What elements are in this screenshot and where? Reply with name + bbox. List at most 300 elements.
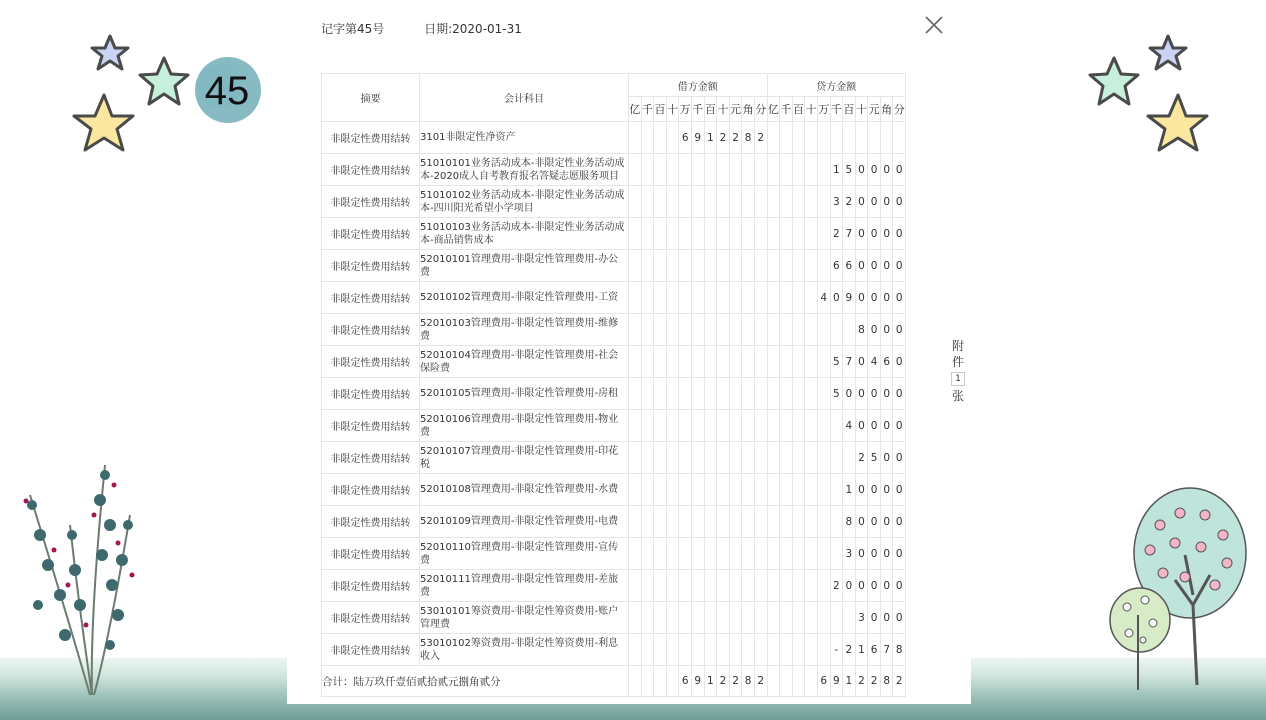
debit-digit-cell[interactable] [629,122,642,154]
debit-total-digit-cell[interactable] [629,666,642,697]
summary-cell[interactable]: 非限定性费用结转 [322,314,420,346]
credit-digit-cell[interactable]: 0 [855,154,868,186]
credit-digit-cell[interactable]: 0 [855,378,868,410]
credit-digit-cell[interactable]: 0 [868,282,881,314]
credit-digit-cell[interactable]: 6 [830,250,843,282]
account-cell[interactable]: 51010103业务活动成本-非限定性业务活动成本-商品销售成本 [420,218,629,250]
debit-digit-cell[interactable] [641,538,654,570]
debit-digit-cell[interactable] [679,538,692,570]
credit-digit-cell[interactable]: 2 [830,570,843,602]
debit-digit-cell[interactable] [729,346,742,378]
account-cell[interactable]: 3101非限定性净资产 [420,122,629,154]
credit-digit-cell[interactable] [780,218,793,250]
credit-digit-cell[interactable]: 0 [893,506,906,538]
credit-digit-cell[interactable]: 0 [868,506,881,538]
debit-total-digit-cell[interactable] [641,666,654,697]
credit-digit-cell[interactable] [817,570,830,602]
credit-digit-cell[interactable] [767,314,780,346]
debit-digit-cell[interactable] [717,474,730,506]
credit-digit-cell[interactable] [792,346,805,378]
debit-digit-cell[interactable] [629,218,642,250]
credit-digit-cell[interactable] [817,602,830,634]
debit-digit-cell[interactable] [754,250,767,282]
debit-digit-cell[interactable] [666,634,679,666]
credit-digit-cell[interactable]: 0 [893,250,906,282]
debit-digit-cell[interactable] [629,346,642,378]
debit-digit-cell[interactable] [729,602,742,634]
credit-digit-cell[interactable] [805,442,818,474]
credit-digit-cell[interactable]: 0 [893,410,906,442]
debit-digit-cell[interactable] [641,282,654,314]
credit-digit-cell[interactable]: 5 [830,378,843,410]
credit-total-digit-cell[interactable] [792,666,805,697]
debit-digit-cell[interactable] [717,506,730,538]
credit-digit-cell[interactable]: 6 [880,346,893,378]
credit-digit-cell[interactable]: 0 [855,218,868,250]
credit-digit-cell[interactable]: 0 [880,186,893,218]
credit-digit-cell[interactable] [767,154,780,186]
credit-digit-cell[interactable] [817,314,830,346]
debit-digit-cell[interactable] [666,314,679,346]
debit-digit-cell[interactable] [641,346,654,378]
credit-digit-cell[interactable]: 0 [893,186,906,218]
debit-digit-cell[interactable] [704,186,717,218]
credit-digit-cell[interactable]: 8 [855,314,868,346]
credit-digit-cell[interactable]: 0 [893,474,906,506]
credit-digit-cell[interactable]: 0 [855,570,868,602]
credit-digit-cell[interactable] [792,250,805,282]
credit-digit-cell[interactable] [792,506,805,538]
credit-digit-cell[interactable]: 7 [843,346,856,378]
debit-total-digit-cell[interactable] [654,666,667,697]
account-cell[interactable]: 52010101管理费用-非限定性管理费用-办公费 [420,250,629,282]
credit-digit-cell[interactable] [767,474,780,506]
credit-total-digit-cell[interactable] [805,666,818,697]
debit-digit-cell[interactable] [666,442,679,474]
debit-digit-cell[interactable] [691,282,704,314]
credit-digit-cell[interactable]: 0 [893,442,906,474]
credit-digit-cell[interactable] [805,474,818,506]
debit-digit-cell[interactable]: 2 [754,122,767,154]
debit-digit-cell[interactable] [754,442,767,474]
debit-digit-cell[interactable] [717,314,730,346]
credit-digit-cell[interactable] [780,570,793,602]
credit-total-digit-cell[interactable]: 2 [893,666,906,697]
credit-digit-cell[interactable] [767,538,780,570]
debit-digit-cell[interactable] [691,410,704,442]
credit-digit-cell[interactable] [792,218,805,250]
credit-digit-cell[interactable]: 0 [893,314,906,346]
credit-digit-cell[interactable]: 0 [868,602,881,634]
debit-digit-cell[interactable] [654,282,667,314]
debit-digit-cell[interactable] [666,346,679,378]
debit-digit-cell[interactable] [641,634,654,666]
debit-digit-cell[interactable] [729,538,742,570]
credit-digit-cell[interactable] [767,250,780,282]
credit-digit-cell[interactable] [830,602,843,634]
debit-digit-cell[interactable] [704,378,717,410]
credit-total-digit-cell[interactable] [767,666,780,697]
debit-digit-cell[interactable] [742,314,755,346]
credit-digit-cell[interactable] [792,538,805,570]
debit-digit-cell[interactable] [742,474,755,506]
debit-digit-cell[interactable]: 8 [742,122,755,154]
debit-digit-cell[interactable] [654,218,667,250]
debit-digit-cell[interactable] [729,378,742,410]
credit-total-digit-cell[interactable] [780,666,793,697]
debit-digit-cell[interactable] [754,538,767,570]
debit-digit-cell[interactable] [629,506,642,538]
credit-digit-cell[interactable] [780,506,793,538]
credit-digit-cell[interactable]: 0 [880,538,893,570]
debit-digit-cell[interactable] [754,634,767,666]
credit-digit-cell[interactable] [780,474,793,506]
credit-total-digit-cell[interactable]: 2 [855,666,868,697]
debit-digit-cell[interactable] [629,442,642,474]
summary-cell[interactable]: 非限定性费用结转 [322,186,420,218]
debit-total-digit-cell[interactable]: 1 [704,666,717,697]
debit-digit-cell[interactable] [654,154,667,186]
credit-digit-cell[interactable] [767,442,780,474]
debit-digit-cell[interactable] [717,218,730,250]
debit-digit-cell[interactable] [754,378,767,410]
debit-digit-cell[interactable] [742,346,755,378]
credit-digit-cell[interactable]: 0 [843,570,856,602]
debit-digit-cell[interactable] [754,154,767,186]
credit-digit-cell[interactable]: 0 [880,570,893,602]
debit-digit-cell[interactable] [679,442,692,474]
credit-digit-cell[interactable]: 0 [893,282,906,314]
debit-total-digit-cell[interactable]: 8 [742,666,755,697]
summary-cell[interactable]: 非限定性费用结转 [322,154,420,186]
summary-cell[interactable]: 非限定性费用结转 [322,570,420,602]
credit-digit-cell[interactable] [792,410,805,442]
credit-digit-cell[interactable] [792,154,805,186]
credit-digit-cell[interactable] [792,314,805,346]
credit-digit-cell[interactable] [792,122,805,154]
debit-digit-cell[interactable] [742,570,755,602]
credit-digit-cell[interactable] [855,122,868,154]
debit-digit-cell[interactable] [666,378,679,410]
debit-digit-cell[interactable]: 1 [704,122,717,154]
debit-digit-cell[interactable] [704,506,717,538]
debit-digit-cell[interactable] [654,570,667,602]
credit-digit-cell[interactable] [805,314,818,346]
debit-digit-cell[interactable] [679,506,692,538]
credit-digit-cell[interactable]: 4 [817,282,830,314]
debit-digit-cell[interactable] [717,250,730,282]
debit-digit-cell[interactable] [666,570,679,602]
credit-digit-cell[interactable] [792,474,805,506]
credit-digit-cell[interactable]: 3 [843,538,856,570]
credit-digit-cell[interactable]: 0 [855,186,868,218]
debit-digit-cell[interactable] [691,602,704,634]
credit-digit-cell[interactable]: 0 [893,154,906,186]
close-icon[interactable] [923,14,945,36]
debit-digit-cell[interactable] [704,570,717,602]
debit-digit-cell[interactable] [729,506,742,538]
credit-digit-cell[interactable]: 3 [855,602,868,634]
debit-digit-cell[interactable] [704,410,717,442]
debit-digit-cell[interactable] [691,378,704,410]
credit-digit-cell[interactable]: 0 [855,474,868,506]
credit-digit-cell[interactable] [805,538,818,570]
credit-digit-cell[interactable]: 0 [880,378,893,410]
debit-digit-cell[interactable] [629,602,642,634]
credit-digit-cell[interactable] [805,122,818,154]
credit-digit-cell[interactable]: 0 [868,154,881,186]
debit-digit-cell[interactable] [742,186,755,218]
debit-digit-cell[interactable]: 6 [679,122,692,154]
credit-digit-cell[interactable]: 4 [843,410,856,442]
account-cell[interactable]: 53010101筹资费用-非限定性筹资费用-账户管理费 [420,602,629,634]
debit-digit-cell[interactable] [641,442,654,474]
credit-digit-cell[interactable] [805,410,818,442]
credit-digit-cell[interactable]: 0 [893,378,906,410]
credit-digit-cell[interactable] [843,602,856,634]
debit-digit-cell[interactable] [629,474,642,506]
credit-digit-cell[interactable]: 0 [868,474,881,506]
debit-digit-cell[interactable] [666,154,679,186]
credit-digit-cell[interactable]: 2 [830,218,843,250]
credit-digit-cell[interactable] [805,634,818,666]
debit-digit-cell[interactable] [754,314,767,346]
credit-digit-cell[interactable] [830,442,843,474]
credit-digit-cell[interactable]: 0 [868,314,881,346]
debit-digit-cell[interactable] [704,634,717,666]
account-cell[interactable]: 52010104管理费用-非限定性管理费用-社会保险费 [420,346,629,378]
debit-digit-cell[interactable] [641,154,654,186]
credit-digit-cell[interactable] [805,250,818,282]
credit-digit-cell[interactable]: 0 [893,570,906,602]
debit-digit-cell[interactable] [691,250,704,282]
credit-digit-cell[interactable] [843,122,856,154]
credit-digit-cell[interactable] [830,314,843,346]
credit-digit-cell[interactable] [780,314,793,346]
credit-digit-cell[interactable] [767,218,780,250]
credit-digit-cell[interactable] [830,538,843,570]
debit-digit-cell[interactable] [729,634,742,666]
credit-digit-cell[interactable]: 0 [830,282,843,314]
debit-digit-cell[interactable] [691,634,704,666]
credit-digit-cell[interactable]: 0 [893,538,906,570]
debit-digit-cell[interactable] [754,346,767,378]
account-cell[interactable]: 51010101业务活动成本-非限定性业务活动成本-2020成人自考教育报名答疑志愿服务项目 [420,154,629,186]
credit-total-digit-cell[interactable]: 8 [880,666,893,697]
credit-digit-cell[interactable]: 0 [880,474,893,506]
credit-digit-cell[interactable] [792,186,805,218]
debit-digit-cell[interactable] [729,154,742,186]
credit-digit-cell[interactable] [805,602,818,634]
debit-digit-cell[interactable] [641,410,654,442]
debit-digit-cell[interactable] [742,538,755,570]
debit-digit-cell[interactable] [691,538,704,570]
debit-digit-cell[interactable] [679,634,692,666]
credit-digit-cell[interactable] [767,186,780,218]
credit-digit-cell[interactable] [780,538,793,570]
debit-digit-cell[interactable] [691,314,704,346]
debit-digit-cell[interactable] [654,122,667,154]
debit-digit-cell[interactable] [641,250,654,282]
debit-digit-cell[interactable] [666,410,679,442]
summary-cell[interactable]: 非限定性费用结转 [322,218,420,250]
credit-digit-cell[interactable] [830,410,843,442]
debit-digit-cell[interactable] [754,506,767,538]
credit-digit-cell[interactable] [780,442,793,474]
summary-cell[interactable]: 非限定性费用结转 [322,122,420,154]
debit-digit-cell[interactable] [654,410,667,442]
debit-digit-cell[interactable] [666,602,679,634]
credit-digit-cell[interactable] [780,346,793,378]
debit-digit-cell[interactable] [704,250,717,282]
debit-digit-cell[interactable] [691,346,704,378]
debit-digit-cell[interactable] [654,506,667,538]
account-cell[interactable]: 52010110管理费用-非限定性管理费用-宣传费 [420,538,629,570]
credit-digit-cell[interactable] [805,378,818,410]
debit-digit-cell[interactable] [691,154,704,186]
credit-digit-cell[interactable] [805,218,818,250]
debit-digit-cell[interactable] [679,218,692,250]
debit-digit-cell[interactable] [666,218,679,250]
debit-digit-cell[interactable] [754,570,767,602]
credit-digit-cell[interactable] [805,154,818,186]
debit-digit-cell[interactable] [691,570,704,602]
credit-digit-cell[interactable]: 1 [855,634,868,666]
credit-digit-cell[interactable] [792,634,805,666]
summary-cell[interactable]: 非限定性费用结转 [322,378,420,410]
debit-digit-cell[interactable] [729,570,742,602]
summary-cell[interactable]: 非限定性费用结转 [322,634,420,666]
credit-digit-cell[interactable] [767,410,780,442]
debit-digit-cell[interactable] [666,282,679,314]
credit-digit-cell[interactable]: 2 [843,186,856,218]
account-cell[interactable]: 51010102业务活动成本-非限定性业务活动成本-四川阳光希望小学项目 [420,186,629,218]
summary-cell[interactable]: 非限定性费用结转 [322,250,420,282]
debit-digit-cell[interactable] [729,442,742,474]
credit-digit-cell[interactable] [780,410,793,442]
debit-digit-cell[interactable]: 9 [691,122,704,154]
debit-digit-cell[interactable] [654,634,667,666]
debit-digit-cell[interactable] [729,218,742,250]
debit-digit-cell[interactable] [691,506,704,538]
summary-cell[interactable]: 非限定性费用结转 [322,506,420,538]
credit-digit-cell[interactable] [767,346,780,378]
debit-digit-cell[interactable] [742,410,755,442]
credit-digit-cell[interactable]: 1 [843,474,856,506]
credit-digit-cell[interactable]: 6 [868,634,881,666]
debit-total-digit-cell[interactable]: 2 [729,666,742,697]
account-cell[interactable]: 52010109管理费用-非限定性管理费用-电费 [420,506,629,538]
debit-digit-cell[interactable] [654,346,667,378]
account-cell[interactable]: 52010102管理费用-非限定性管理费用-工资 [420,282,629,314]
credit-digit-cell[interactable] [830,506,843,538]
credit-digit-cell[interactable] [805,570,818,602]
debit-digit-cell[interactable] [629,250,642,282]
debit-digit-cell[interactable] [704,282,717,314]
debit-digit-cell[interactable] [629,314,642,346]
credit-digit-cell[interactable]: 0 [880,154,893,186]
credit-digit-cell[interactable] [805,186,818,218]
credit-digit-cell[interactable] [817,218,830,250]
debit-digit-cell[interactable] [742,442,755,474]
credit-digit-cell[interactable]: 0 [880,250,893,282]
credit-digit-cell[interactable]: 4 [868,346,881,378]
debit-digit-cell[interactable] [704,218,717,250]
debit-digit-cell[interactable] [729,250,742,282]
debit-digit-cell[interactable] [679,602,692,634]
credit-digit-cell[interactable]: 8 [893,634,906,666]
debit-digit-cell[interactable] [717,186,730,218]
debit-digit-cell[interactable] [666,122,679,154]
credit-digit-cell[interactable]: 0 [893,602,906,634]
debit-digit-cell[interactable] [742,154,755,186]
debit-digit-cell[interactable] [754,474,767,506]
debit-digit-cell[interactable] [654,602,667,634]
credit-digit-cell[interactable] [792,602,805,634]
debit-digit-cell[interactable] [704,346,717,378]
debit-digit-cell[interactable] [742,634,755,666]
debit-digit-cell[interactable] [717,378,730,410]
credit-digit-cell[interactable] [817,506,830,538]
debit-digit-cell[interactable] [654,442,667,474]
debit-digit-cell[interactable] [629,186,642,218]
account-cell[interactable]: 52010111管理费用-非限定性管理费用-差旅费 [420,570,629,602]
credit-digit-cell[interactable]: 0 [868,186,881,218]
credit-digit-cell[interactable] [780,122,793,154]
debit-digit-cell[interactable] [629,570,642,602]
debit-digit-cell[interactable] [641,378,654,410]
credit-digit-cell[interactable] [767,634,780,666]
credit-digit-cell[interactable] [792,442,805,474]
summary-cell[interactable]: 非限定性费用结转 [322,410,420,442]
debit-digit-cell[interactable] [742,218,755,250]
account-cell[interactable]: 52010103管理费用-非限定性管理费用-维修费 [420,314,629,346]
debit-digit-cell[interactable] [679,154,692,186]
debit-digit-cell[interactable] [654,186,667,218]
credit-total-digit-cell[interactable]: 6 [817,666,830,697]
credit-digit-cell[interactable]: 6 [843,250,856,282]
debit-digit-cell[interactable] [742,282,755,314]
credit-digit-cell[interactable] [780,634,793,666]
credit-total-digit-cell[interactable]: 2 [868,666,881,697]
credit-digit-cell[interactable] [780,250,793,282]
attachment-count-value[interactable]: 1 [951,372,965,386]
debit-digit-cell[interactable] [679,378,692,410]
debit-digit-cell[interactable] [666,538,679,570]
account-cell[interactable]: 53010102筹资费用-非限定性筹资费用-利息收入 [420,634,629,666]
debit-digit-cell[interactable] [641,314,654,346]
credit-digit-cell[interactable] [767,506,780,538]
credit-digit-cell[interactable]: 0 [880,282,893,314]
credit-digit-cell[interactable] [780,282,793,314]
summary-cell[interactable]: 非限定性费用结转 [322,442,420,474]
credit-digit-cell[interactable] [843,442,856,474]
credit-total-digit-cell[interactable]: 1 [843,666,856,697]
debit-digit-cell[interactable] [641,186,654,218]
debit-digit-cell[interactable] [729,474,742,506]
credit-digit-cell[interactable] [817,122,830,154]
debit-digit-cell[interactable] [679,282,692,314]
debit-digit-cell[interactable] [717,282,730,314]
credit-digit-cell[interactable]: 0 [880,506,893,538]
credit-digit-cell[interactable] [780,602,793,634]
credit-digit-cell[interactable]: 5 [830,346,843,378]
summary-cell[interactable]: 非限定性费用结转 [322,282,420,314]
credit-digit-cell[interactable] [817,154,830,186]
credit-digit-cell[interactable]: 0 [893,218,906,250]
debit-digit-cell[interactable] [679,410,692,442]
credit-digit-cell[interactable]: 9 [843,282,856,314]
